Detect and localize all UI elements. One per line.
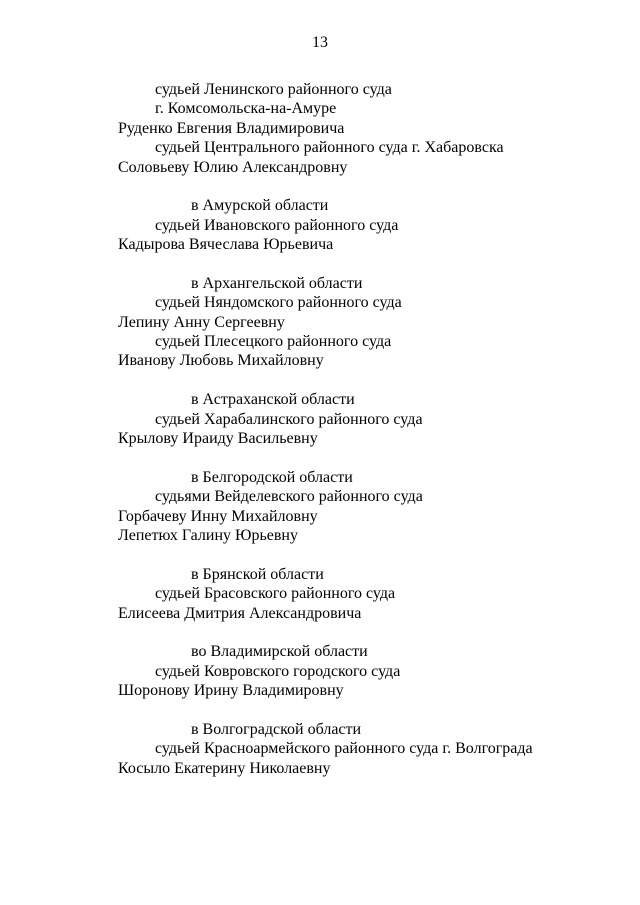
region-heading: в Волгоградской области bbox=[191, 720, 362, 738]
judge-name: Иванову Любовь Михайловну bbox=[118, 352, 324, 370]
judge-name: Лепину Анну Сергеевну bbox=[118, 313, 285, 331]
city-line: г. Комсомольска-на-Амуре bbox=[155, 100, 337, 118]
court-line: судьей Брасовского районного суда bbox=[155, 585, 396, 603]
court-line: судьей Плесецкого районного суда bbox=[155, 333, 392, 351]
judge-name: Елисеева Дмитрия Александровича bbox=[118, 604, 362, 622]
court-line: судьей Ленинского районного суда bbox=[155, 81, 392, 98]
region-heading: в Архангельской области bbox=[191, 274, 363, 292]
judge-name: Крылову Ираиду Васильевну bbox=[118, 430, 318, 448]
region-heading: в Астраханской области bbox=[191, 391, 355, 409]
section-gap bbox=[118, 545, 618, 564]
region-heading: во Владимирской области bbox=[191, 643, 368, 661]
court-line: судьей Ивановского районного суда bbox=[155, 216, 399, 234]
court-line: судьей Няндомского районного суда bbox=[155, 294, 402, 312]
section-gap bbox=[118, 177, 618, 196]
court-line: судьями Вейделевского районного суда bbox=[155, 488, 423, 506]
document-body bbox=[118, 80, 618, 778]
section-gap bbox=[118, 371, 618, 390]
judge-name: Соловьеву Юлию Александровну bbox=[118, 158, 348, 176]
judge-name: Косыло Екатерину Николаевну bbox=[118, 759, 331, 777]
judge-name: Шоронову Ирину Владимировну bbox=[118, 682, 344, 700]
page-number: 13 bbox=[312, 34, 328, 51]
court-line: судьей Центрального районного суда г. Хабаровска bbox=[155, 139, 504, 157]
section-gap bbox=[118, 255, 618, 274]
court-line: судьей Харабалинского районного суда bbox=[155, 410, 423, 428]
region-heading: в Амурской области bbox=[191, 197, 329, 215]
section-gap bbox=[118, 701, 618, 720]
section-gap bbox=[118, 448, 618, 467]
region-heading: в Брянской области bbox=[191, 565, 324, 583]
judge-name: Лепетюх Галину Юрьевну bbox=[118, 526, 298, 544]
region-heading: в Белгородской области bbox=[191, 468, 353, 486]
section-gap bbox=[118, 623, 618, 642]
court-line: судьей Красноармейского районного суда г. Волгограда bbox=[155, 740, 533, 758]
court-line: судьей Ковровского городского суда bbox=[155, 662, 401, 680]
judge-name: Горбачеву Инну Михайловну bbox=[118, 507, 318, 525]
judge-name: Руденко Евгения Владимировича bbox=[118, 119, 345, 137]
judge-name: Кадырова Вячеслава Юрьевича bbox=[118, 236, 334, 254]
